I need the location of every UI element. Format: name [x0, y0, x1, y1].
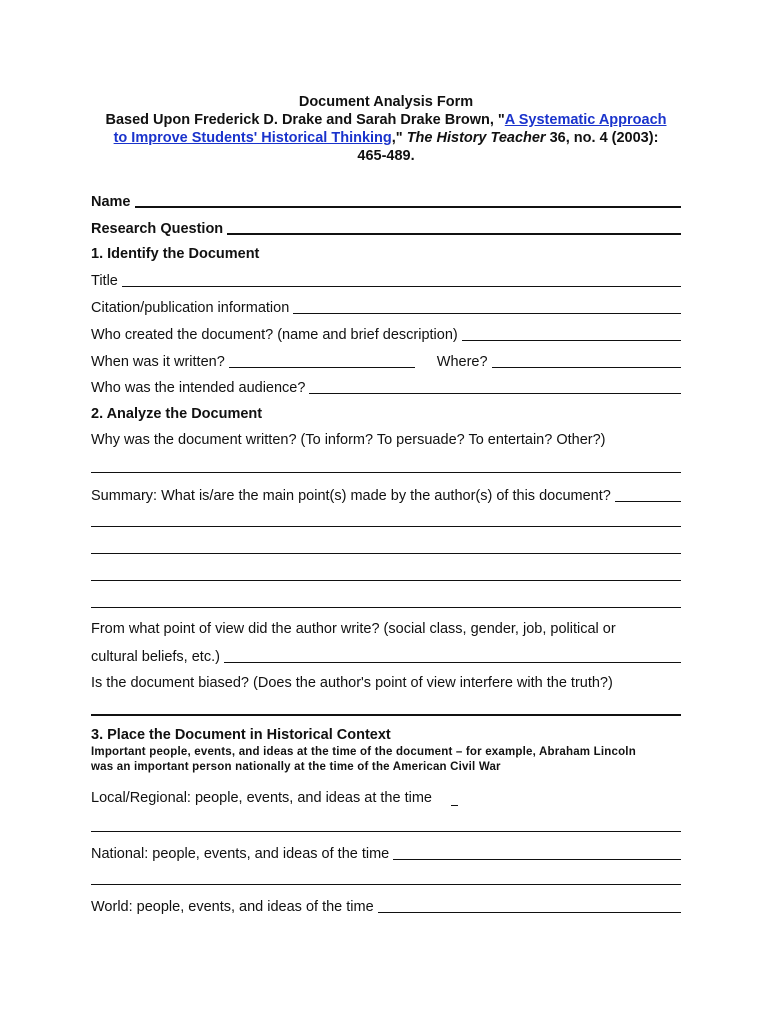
when-label: When was it written?: [91, 354, 225, 370]
audience-field[interactable]: [309, 381, 681, 394]
citation-line-2: [91, 129, 681, 147]
citation-pages: 465-489.: [357, 148, 415, 164]
citation-tail: 36, no. 4 (2003):: [545, 130, 659, 146]
name-label: Name: [91, 194, 131, 210]
article-link-continued[interactable]: to Improve Students' Historical Thinking: [113, 130, 392, 146]
journal-name: The History Teacher: [406, 130, 546, 146]
citation-field[interactable]: [293, 301, 681, 314]
local-label: Local/Regional: people, events, and ideas at the time: [91, 790, 432, 806]
where-label: Where?: [436, 354, 488, 370]
who-created-label: Who created the document? (name and brief description): [91, 327, 458, 343]
instruction-line2: was an important person nationally at the time of the American Civil War: [91, 761, 501, 773]
national-label: National: people, events, and ideas of the time: [91, 846, 390, 862]
research-question-label: Research Question: [91, 221, 224, 237]
title-row: [91, 272, 681, 289]
citation-quote: ,": [391, 130, 407, 146]
audience-row: [91, 379, 681, 396]
form-header: [91, 93, 681, 165]
pov-field[interactable]: [224, 650, 681, 663]
local-field[interactable]: [91, 831, 681, 832]
section3-instructions: [91, 745, 681, 775]
when-field[interactable]: [229, 355, 415, 368]
why-label: Why was the document written? (To inform? To persuade? To entertain? Other?): [91, 432, 606, 448]
title-field[interactable]: [122, 274, 681, 287]
citation-label: Citation/publication information: [91, 300, 290, 316]
pov-label-line1: From what point of view did the author write? (social class, gender, job, political or: [91, 621, 616, 637]
summary-field-3[interactable]: [91, 553, 681, 554]
where-field[interactable]: [492, 355, 681, 368]
who-created-field[interactable]: [462, 328, 681, 341]
summary-field-5[interactable]: [91, 607, 681, 608]
section3-heading: 3. Place the Document in Historical Context: [91, 727, 391, 743]
citation-row: [91, 299, 681, 316]
summary-field-4[interactable]: [91, 580, 681, 581]
pov-label-line2: cultural beliefs, etc.): [91, 649, 220, 665]
audience-label: Who was the intended audience?: [91, 380, 306, 396]
world-label: World: people, events, and ideas of the time: [91, 899, 374, 915]
biased-field[interactable]: [91, 714, 681, 716]
section2-heading: 2. Analyze the Document: [91, 406, 263, 422]
citation-line: [91, 111, 681, 129]
form-title: Document Analysis Form: [298, 94, 474, 110]
pov-row: [91, 648, 681, 665]
instruction-line1: Important people, events, and ideas at the time of the document – for example, Abraham Lincoln: [91, 746, 636, 758]
who-created-row: [91, 326, 681, 343]
name-field[interactable]: [135, 194, 682, 208]
article-link[interactable]: A Systematic Approach: [504, 112, 667, 128]
world-field[interactable]: [378, 900, 681, 913]
world-row: [91, 898, 681, 915]
when-where-row: [91, 353, 681, 370]
summary-label: Summary: What is/are the main point(s) made by the author(s) of this document?: [91, 488, 611, 504]
why-field[interactable]: [91, 472, 681, 473]
biased-label: Is the document biased? (Does the author's point of view interfere with the truth?): [91, 675, 613, 691]
summary-field-1[interactable]: [615, 489, 681, 502]
research-question-row: [91, 219, 681, 237]
national-field-2[interactable]: [91, 884, 681, 885]
national-field-1[interactable]: [393, 847, 681, 860]
research-question-field[interactable]: [227, 221, 681, 235]
summary-row: [91, 487, 681, 504]
section1-heading: 1. Identify the Document: [91, 246, 260, 262]
citation-prefix: Based Upon Frederick D. Drake and Sarah Drake Brown, ": [105, 112, 505, 128]
national-row: [91, 845, 681, 862]
local-field-stub[interactable]: [451, 805, 458, 806]
title-label: Title: [91, 273, 118, 289]
name-row: [91, 192, 681, 210]
summary-field-2[interactable]: [91, 526, 681, 527]
